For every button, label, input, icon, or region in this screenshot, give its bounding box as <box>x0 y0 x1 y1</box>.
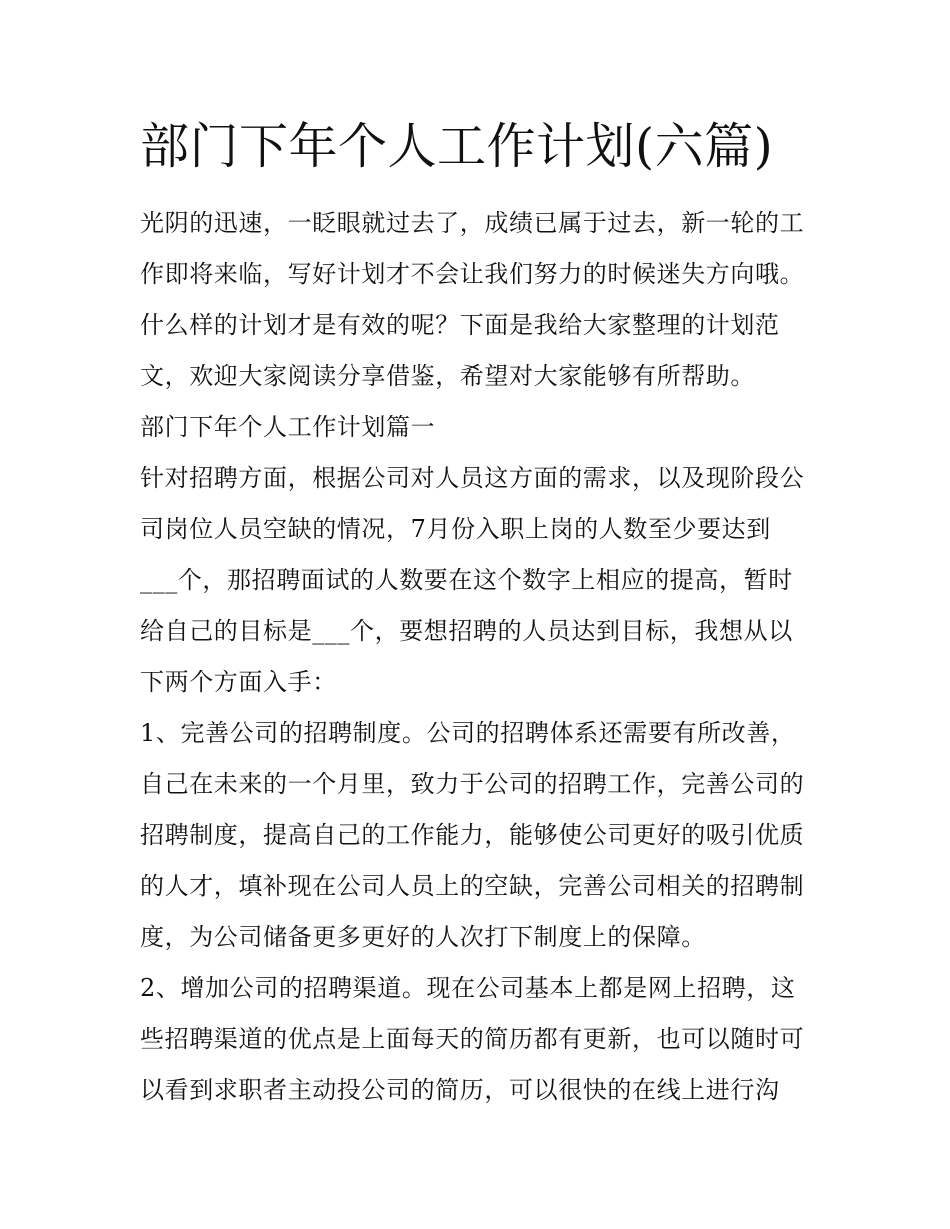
section-heading: 部门下年个人工作计划篇一 <box>140 413 436 441</box>
text-line: 2、增加公司的招聘渠道。现在公司基本上都是网上招聘，这 <box>140 974 796 1002</box>
text-line: 文，欢迎大家阅读分享借鉴，希望对大家能够有所帮助。 <box>140 362 755 390</box>
text-line: 作即将来临，写好计划才不会让我们努力的时候迷失方向哦。 <box>140 260 805 288</box>
text-line: 招聘制度，提高自己的工作能力，能够使公司更好的吸引优质 <box>140 821 805 849</box>
document-title: 部门下年个人工作计划(六篇) <box>140 118 774 175</box>
text-line: 自己在未来的一个月里，致力于公司的招聘工作，完善公司的 <box>140 770 805 798</box>
text-line: 什么样的计划才是有效的呢？下面是我给大家整理的计划范 <box>140 311 780 339</box>
text-line: 光阴的迅速，一眨眼就过去了，成绩已属于过去，新一轮的工 <box>140 209 805 237</box>
text-line: 针对招聘方面，根据公司对人员这方面的需求，以及现阶段公 <box>140 464 805 492</box>
text-line: 些招聘渠道的优点是上面每天的简历都有更新，也可以随时可 <box>140 1025 805 1053</box>
text-line: 司岗位人员空缺的情况，7月份入职上岗的人数至少要达到 <box>140 515 771 543</box>
text-line: 1、完善公司的招聘制度。公司的招聘体系还需要有所改善， <box>140 719 796 747</box>
text-line: 度，为公司储备更多更好的人次打下制度上的保障。 <box>140 923 706 951</box>
text-line: 的人才，填补现在公司人员上的空缺，完善公司相关的招聘制 <box>140 872 805 900</box>
text-line: 以看到求职者主动投公司的简历，可以很快的在线上进行沟 <box>140 1076 780 1104</box>
text-line: 给自己的目标是___个，要想招聘的人员达到目标，我想从以 <box>140 617 793 645</box>
text-line: 下两个方面入手： <box>140 668 337 696</box>
text-line: ___个，那招聘面试的人数要在这个数字上相应的提高，暂时 <box>140 566 793 594</box>
